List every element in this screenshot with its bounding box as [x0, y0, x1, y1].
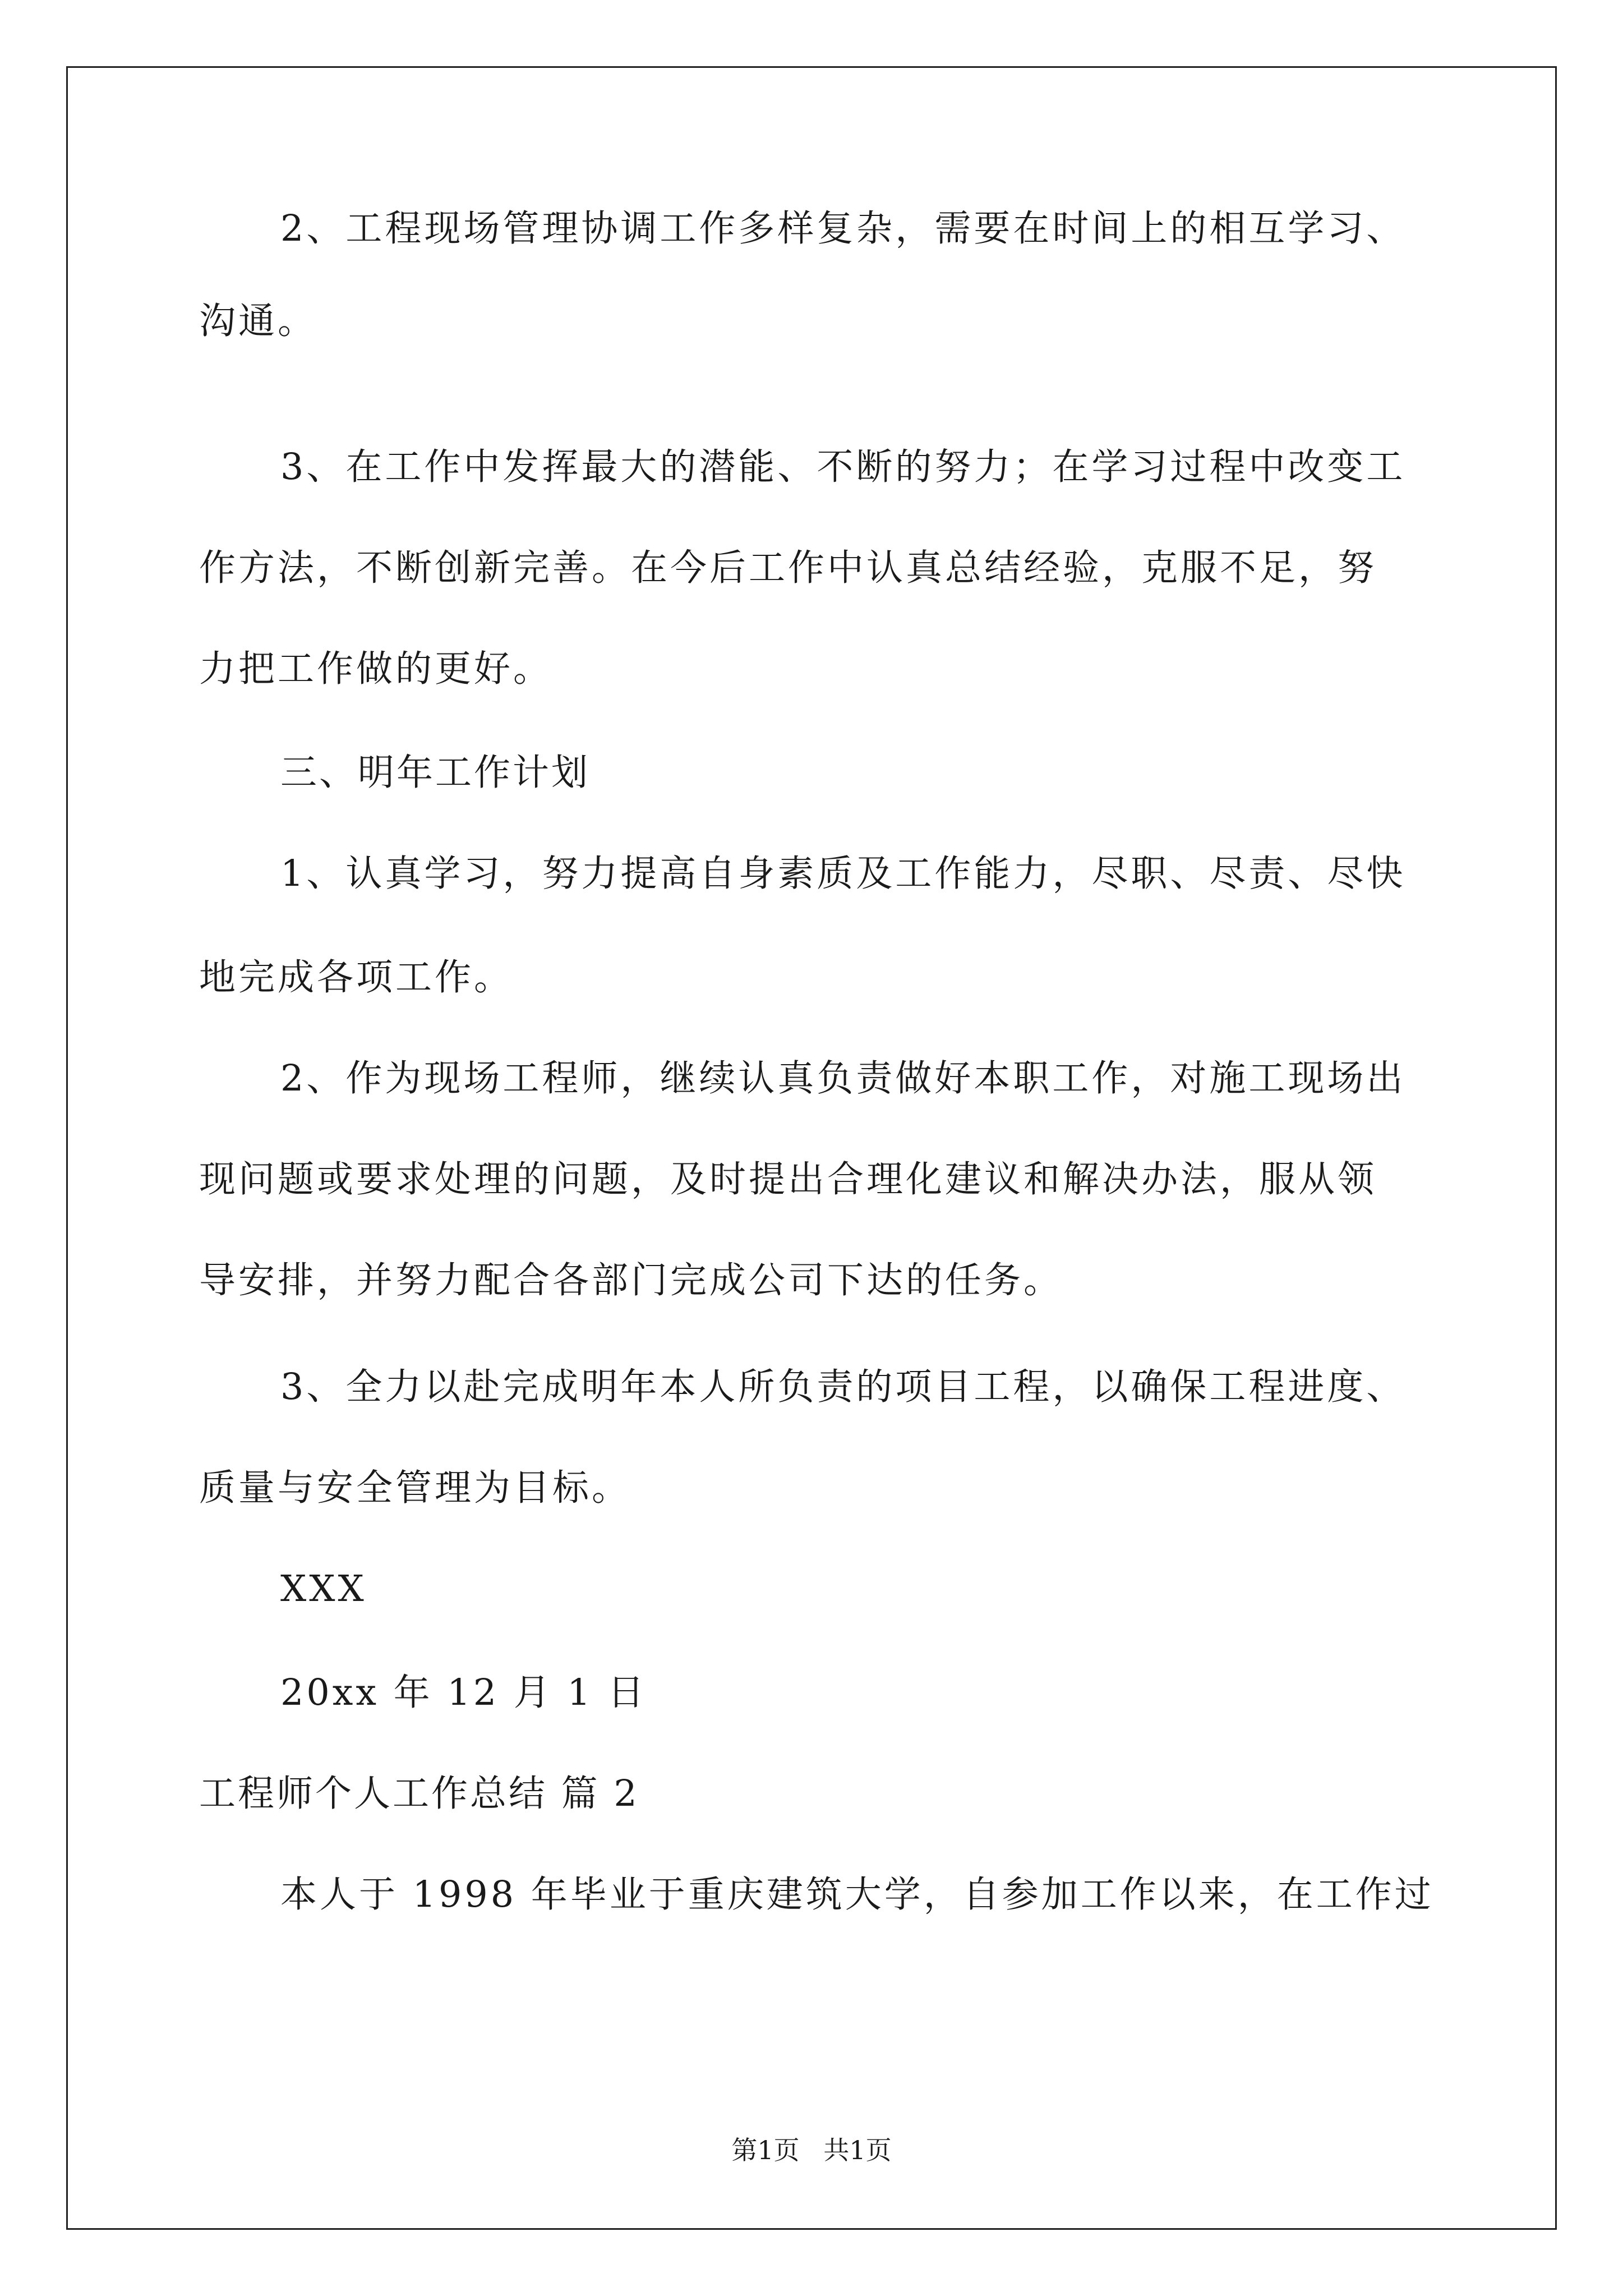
paragraph-line: 2、作为现场工程师，继续认真负责做好本职工作，对施工现场出: [280, 1057, 1406, 1099]
paragraph-line: 导安排，并努力配合各部门完成公司下达的任务。: [199, 1259, 1063, 1301]
page-total: 共1页: [823, 2135, 892, 2165]
page-number: 第1页: [731, 2135, 800, 2165]
section-heading: 三、明年工作计划: [280, 752, 591, 794]
paragraph-line: 地完成各项工作。: [199, 956, 514, 999]
signature-name: XXX: [280, 1568, 367, 1610]
paragraph-line: 3、全力以赴完成明年本人所负责的项目工程，以确保工程进度、: [280, 1366, 1406, 1408]
paragraph-line: 2、工程现场管理协调工作多样复杂，需要在时间上的相互学习、: [280, 208, 1406, 250]
page-footer: [0, 2137, 1623, 2163]
paragraph-line: 1、认真学习，努力提高自身素质及工作能力，尽职、尽责、尽快: [280, 853, 1406, 895]
paragraph-line: 3、在工作中发挥最大的潜能、不断的努力；在学习过程中改变工: [280, 446, 1406, 488]
paragraph-line: 质量与安全管理为目标。: [199, 1467, 631, 1509]
signature-date: 20xx 年 12 月 1 日: [280, 1672, 647, 1714]
paragraph-line: 力把工作做的更好。: [199, 648, 553, 690]
paragraph-line: 沟通。: [199, 300, 317, 342]
paragraph-line: 现问题或要求处理的问题，及时提出合理化建议和解决办法，服从领: [199, 1158, 1377, 1200]
article-title: 工程师个人工作总结 篇 2: [199, 1773, 639, 1815]
paragraph-line: 作方法，不断创新完善。在今后工作中认真总结经验，克服不足，努: [199, 547, 1377, 589]
paragraph-line: 本人于 1998 年毕业于重庆建筑大学，自参加工作以来，在工作过: [280, 1874, 1434, 1916]
